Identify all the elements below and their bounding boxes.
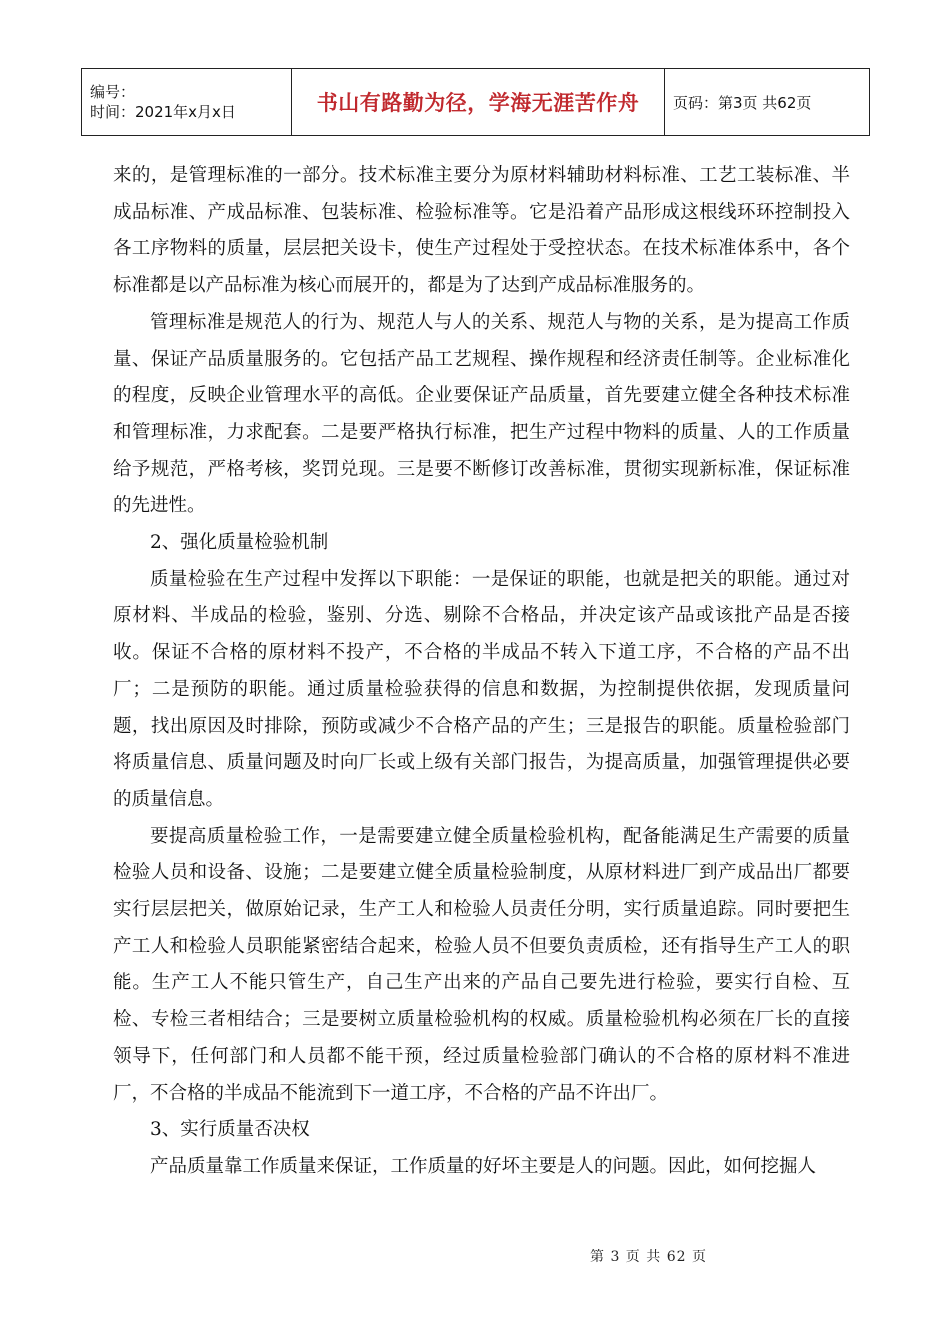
paragraph-continued: 来的，是管理标准的一部分。技术标准主要分为原材料辅助材料标准、工艺工装标准、半成品标准、产成品标准、包装标准、检验标准等。它是沿着产品形成这根线环环控制投入各工序物料的质量，层层把关设卡，使生产过程处于受控状态。在技术标准体系中，各个标准都是以产品标准为核心而展开的，都是为了达到产成品标准服务的。 [113, 165, 850, 297]
paragraph: 管理标准是规范人的行为、规范人与人的关系、规范人与物的关系，是为提高工作质量、保证产品质量服务的。它包括产品工艺规程、操作规程和经济责任制等。企业标准化的程度，反映企业管理水平的高低。企业要保证产品质量，首先要建立健全各种技术标准和管理标准，力求配套。二是要严格执行标准，把生产过程中物料的质量、人的工作质量给予规范，严格考核，奖罚兑现。三是要不断修订改善标准，贯彻实现新标准，保证标准的先进性。 [113, 311, 850, 517]
header-page-info: 页码：第3页 共62页 [665, 69, 870, 136]
document-body [113, 158, 850, 1186]
section-heading: 2、强化质量检验机制 [150, 532, 329, 554]
paragraph: 质量检验在生产过程中发挥以下职能：一是保证的职能，也就是把关的职能。通过对原材料、半成品的检验，鉴别、分选、剔除不合格品，并决定该产品或该批产品是否接收。保证不合格的原材料不投产，不合格的半成品不转入下道工序，不合格的产品不出厂；二是预防的职能。通过质量检验获得的信息和数据，为控制提供依据，发现质量问题，找出原因及时排除，预防或减少不合格产品的产生；三是报告的职能。质量检验部门将质量信息、质量问题及时向厂长或上级有关部门报告，为提高质量，加强管理提供必要的质量信息。 [113, 568, 850, 810]
header-meta [82, 69, 292, 136]
paragraph: 产品质量靠工作质量来保证，工作质量的好坏主要是人的问题。因此，如何挖掘人 [150, 1155, 817, 1177]
paragraph: 要提高质量检验工作，一是需要建立健全质量检验机构，配备能满足生产需要的质量检验人员和设备、设施；二是要建立健全质量检验制度，从原材料进厂到产成品出厂都要实行层层把关，做原始记录，生产工人和检验人员责任分明，实行质量追踪。同时要把生产工人和检验人员职能紧密结合起来，检验人员不但要负责质检，还有指导生产工人的职能。生产工人不能只管生产，自己生产出来的产品自己要先进行检验，要实行自检、互检、专检三者相结合；三是要树立质量检验机构的权威。质量检验机构必须在厂长的直接领导下，任何部门和人员都不能干预，经过质量检验部门确认的不合格的原材料不准进厂，不合格的半成品不能流到下一道工序，不合格的产品不许出厂。 [113, 825, 850, 1104]
document-date: 时间：2021年x月x日 [90, 103, 236, 121]
section-heading: 3、实行质量否决权 [150, 1119, 310, 1141]
page-footer: 第 3 页 共 62 页 [590, 1249, 707, 1265]
document-number-label: 编号： [90, 83, 136, 101]
document-header [81, 68, 870, 136]
header-motto: 书山有路勤为径，学海无涯苦作舟 [292, 69, 665, 136]
